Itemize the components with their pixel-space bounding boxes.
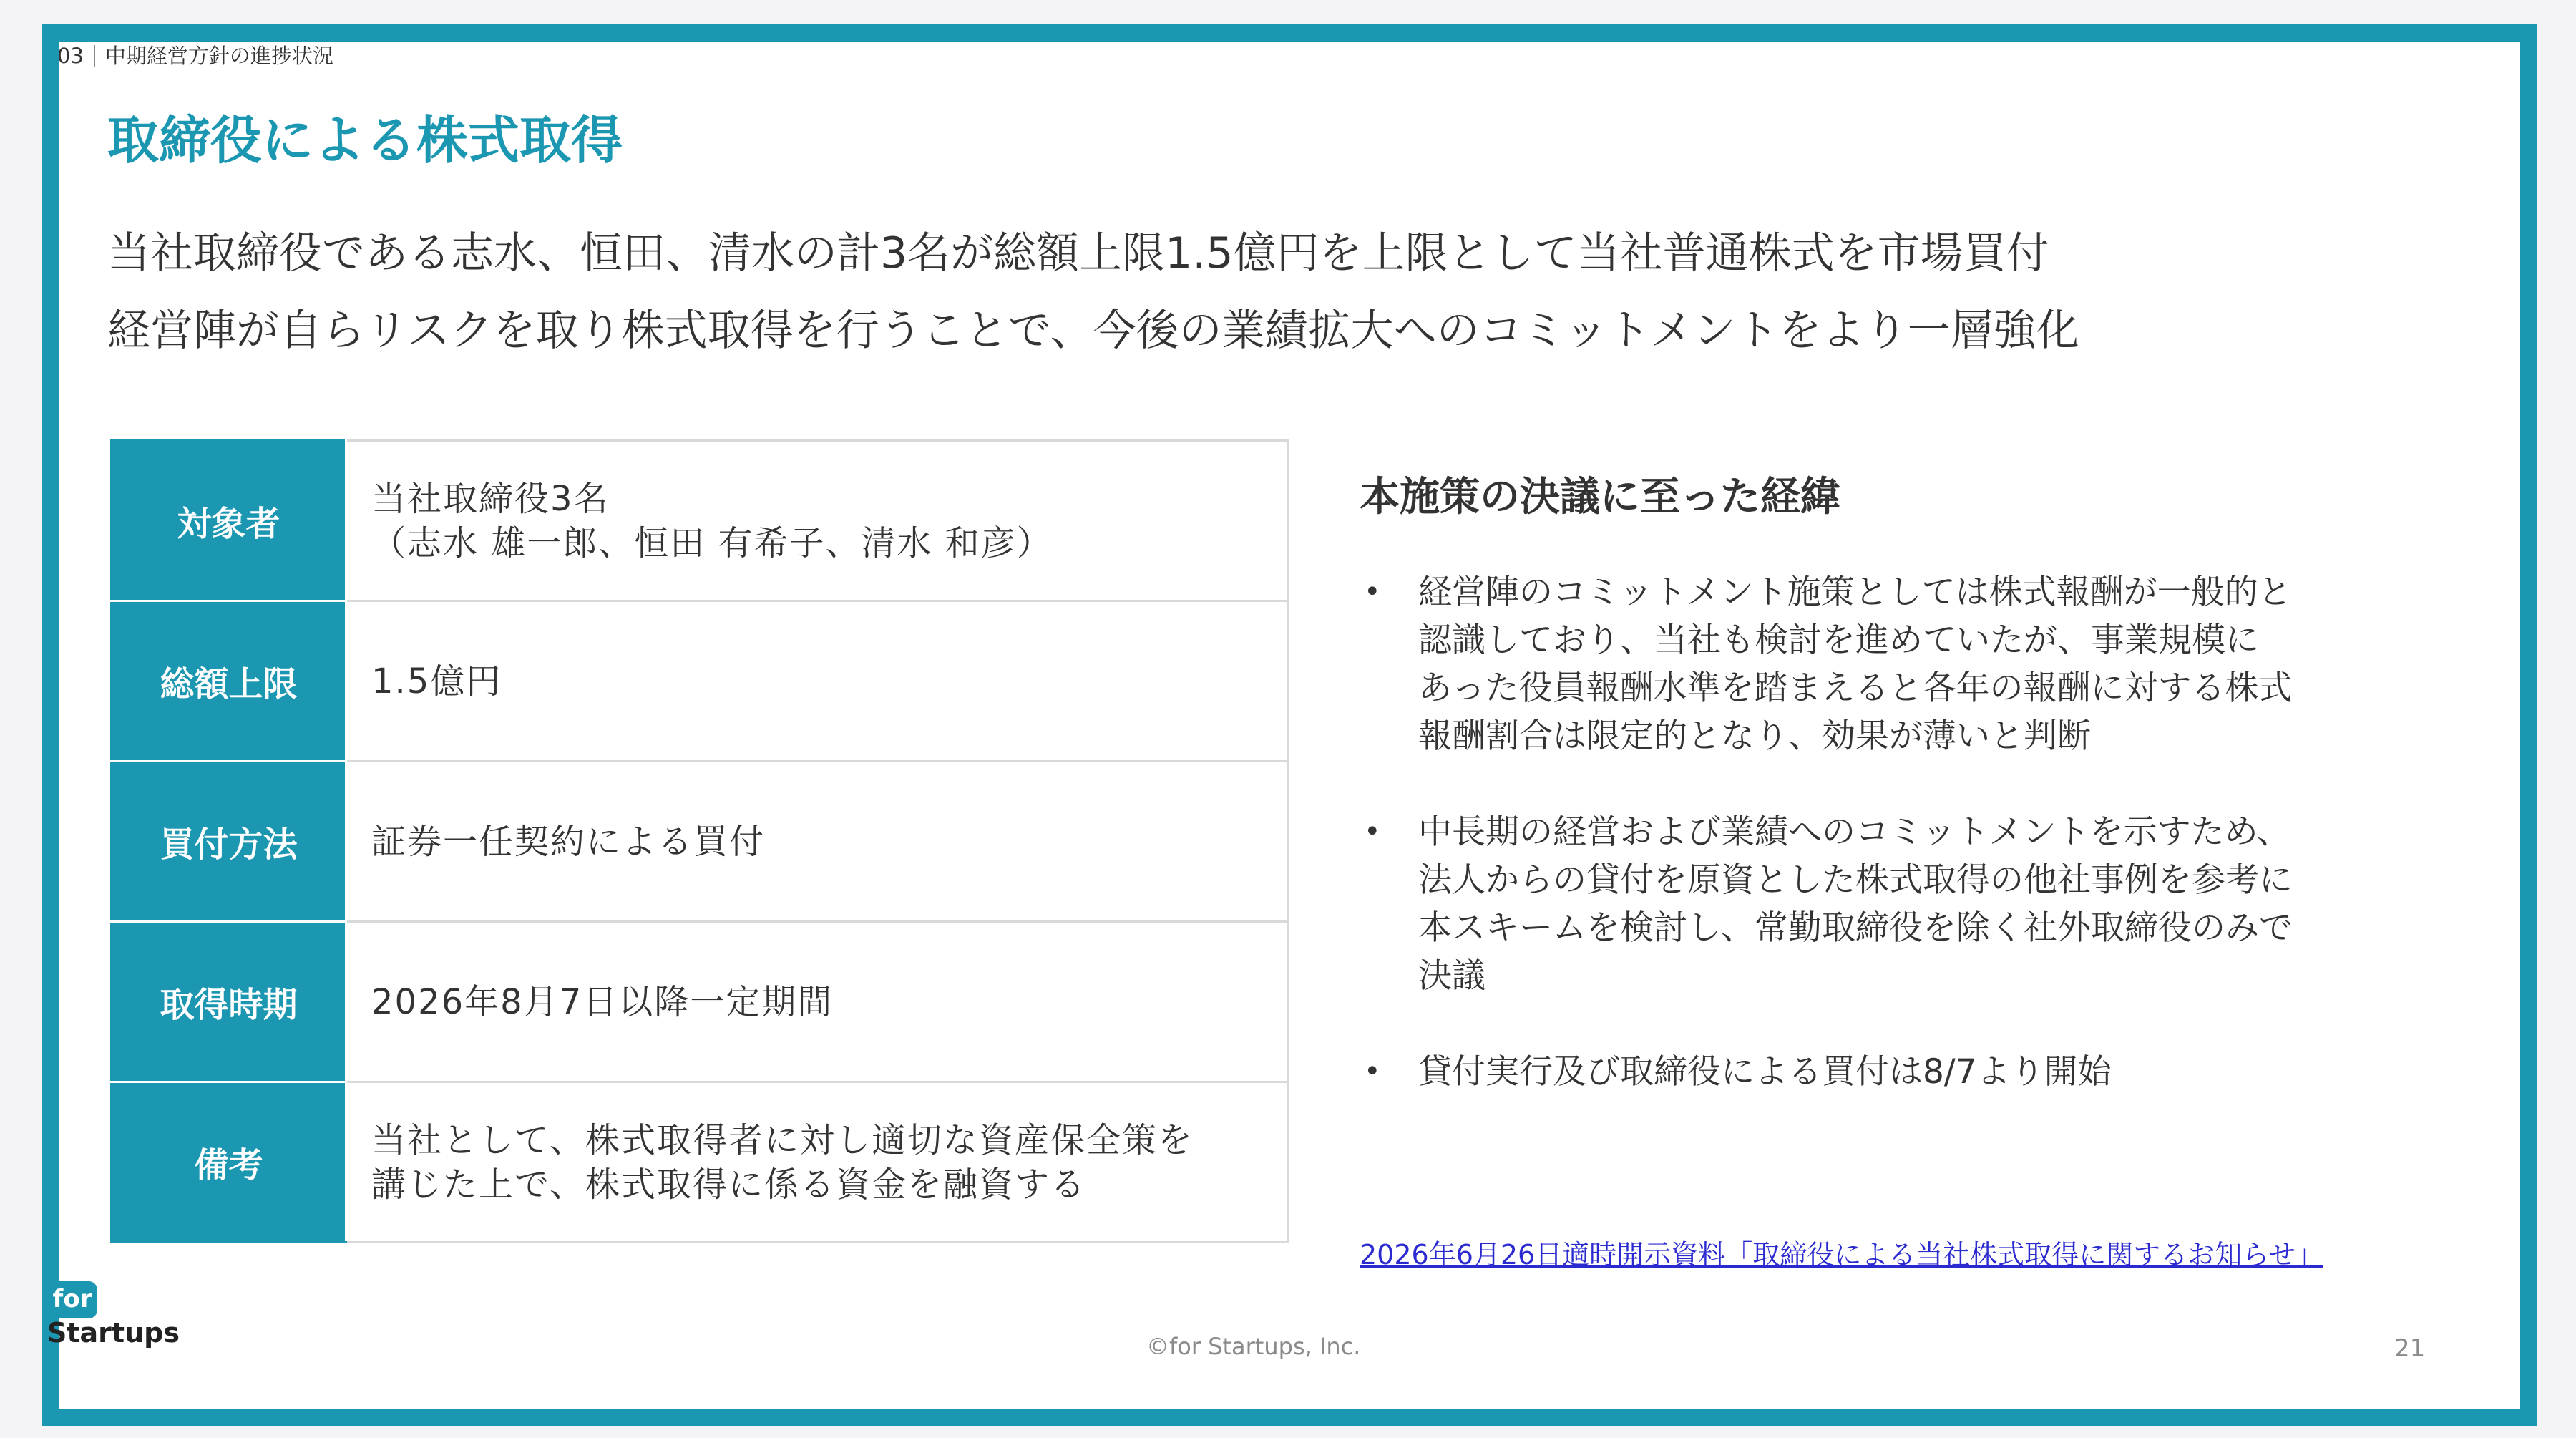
row-key-period: 取得時期 [112,922,346,1082]
list-item-line: 経営陣のコミットメント施策としては株式報酬が一般的と [1418,573,2292,612]
company-logo [42,1281,185,1360]
row-key-remarks: 備考 [112,1082,346,1243]
list-item-line: 法人からの貸付を原資とした株式取得の他社事例を参考に [1418,860,2293,900]
bullet-icon: • [1364,815,1381,848]
row-value-remarks [346,1082,1289,1243]
background-heading: 本施策の決議に至った経緯 [1360,474,1840,520]
table-row [112,762,1289,922]
page-title: 取締役による株式取得 [107,110,623,170]
list-item [1360,1048,2476,1096]
page-number: 21 [2394,1334,2426,1363]
row-value-line: 当社取締役3名 [371,478,610,519]
row-value-limit [346,601,1289,762]
row-value-line: （志水 雄一郎、恒田 有希子、清水 和彦） [371,523,1053,563]
list-item-line: 決議 [1418,956,1485,996]
lead-line-1: 当社取締役である志水、恒田、清水の計3名が総額上限1.5億円を上限として当社普通株式を市場買付 [107,228,2049,278]
breadcrumb-label: 中期経営方針の進捗状況 [104,44,333,68]
copyright-text: ©for Startups, Inc. [1146,1333,1361,1360]
logo-wordmark: Startups [47,1317,180,1349]
lead-line-2: 経営陣が自らリスクを取り株式取得を行うことで、今後の業績拡大へのコミットメントをより一層強化 [107,306,2079,356]
bullet-icon: • [1364,1055,1381,1088]
row-key-target: 対象者 [112,441,346,601]
table-row [112,922,1289,1082]
acquisition-details-table [110,439,1289,1243]
row-value-period [346,922,1289,1082]
row-value-target [346,441,1289,601]
disclosure-document-link[interactable]: 2026年6月26日適時開示資料「取締役による当社株式取得に関するお知らせ」 [1360,1239,2323,1271]
list-item-line: 認識しており、当社も検討を進めていたが、事業規模に [1418,621,2259,660]
breadcrumb-section-number: 03 [57,44,84,68]
logo-badge: for [47,1281,97,1318]
list-item-line: 中長期の経営および業績へのコミットメントを示すため、 [1418,812,2290,852]
table-row [112,441,1289,601]
bullet-icon: • [1364,575,1381,608]
lead-text [107,215,2079,369]
background-list [1360,568,2476,1144]
list-item-line: 貸付実行及び取締役による買付は8/7より開始 [1418,1052,2112,1092]
table-row [112,1082,1289,1243]
row-key-limit: 総額上限 [112,601,346,762]
list-item [1360,568,2476,760]
breadcrumb-divider [94,45,95,67]
list-item-line: 本スキームを検討し、常勤取締役を除く社外取締役のみで [1418,908,2293,948]
table-row [112,601,1289,762]
list-item-line: 報酬割合は限定的となり、効果が薄いと判断 [1418,716,2091,756]
row-value-line: 2026年8月7日以降一定期間 [371,981,834,1022]
row-value-line: 当社として、株式取得者に対し適切な資産保全策を [371,1119,1194,1160]
list-item [1360,808,2476,1000]
row-value-line: 1.5億円 [371,661,502,701]
row-key-method: 買付方法 [112,762,346,922]
breadcrumb [57,40,333,69]
row-value-line: 証券一任契約による買付 [371,821,766,862]
row-value-method [346,762,1289,922]
row-value-line: 講じた上で、株式取得に係る資金を融資する [371,1164,1087,1205]
list-item-line: あった役員報酬水準を踏まえると各年の報酬に対する株式 [1418,669,2293,708]
